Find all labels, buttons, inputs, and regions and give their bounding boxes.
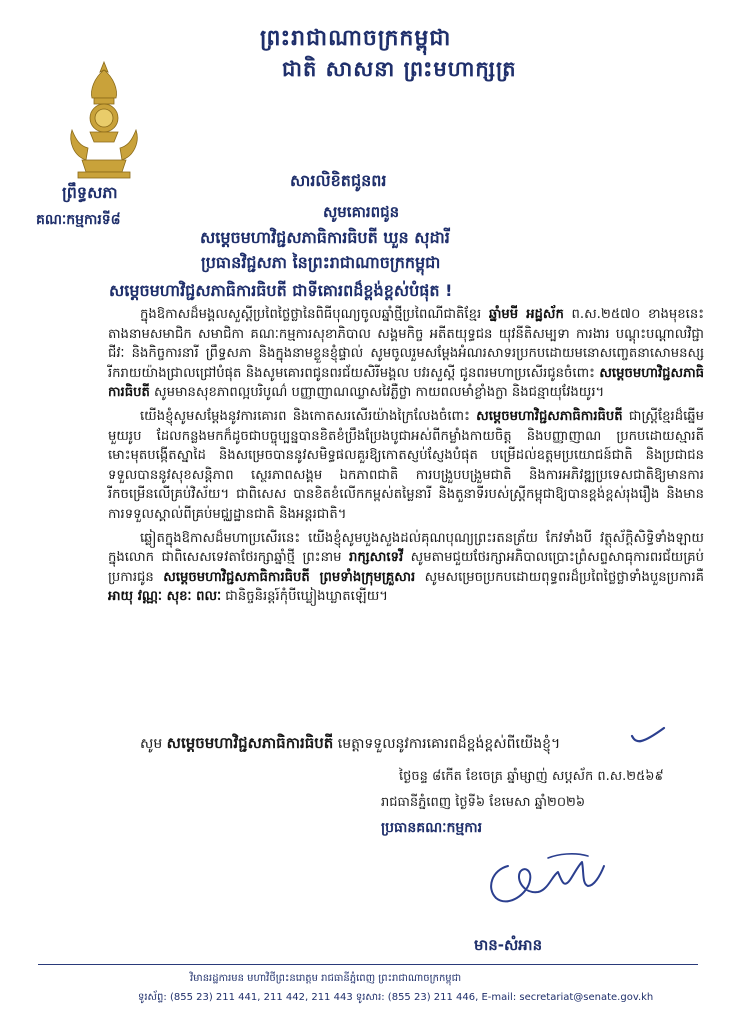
- senate-emblem-icon: [64, 60, 144, 180]
- emphasized-text: អាយុ វណ្ណៈ សុខៈ ពលៈ: [108, 589, 222, 605]
- salutation: សូមគោរពជូន: [323, 203, 400, 221]
- signer-name: មាន-សំអាន: [474, 936, 543, 954]
- footer-address: វិមានរដ្ឋការមន មហាវិថីព្រះនរោត្តម រាជធានីភ្នំពេញ ព្រះរាជាណាចក្រកម្ពុជា: [190, 973, 462, 984]
- committee-name: គណៈកម្មការទី៨: [36, 212, 121, 228]
- document-type: សារលិខិតជូនពរ: [290, 171, 387, 190]
- checkmark-stroke-icon: [628, 724, 668, 746]
- closing-prefix: សូម: [140, 736, 167, 752]
- footer-divider: [38, 964, 698, 965]
- national-motto: ជាតិ សាសនា ព្រះមហាក្សត្រ: [282, 57, 517, 81]
- emphasized-text: ឆ្នាំមមី អដ្ឋស័ក: [488, 307, 564, 322]
- body-paragraph: [108, 529, 704, 607]
- letter-body: [108, 305, 704, 611]
- solar-date: រាជធានីភ្នំពេញ ថ្ងៃទី៦ ខែមេសា ឆ្នាំ២០២៦: [381, 795, 586, 810]
- paragraph-text: ព.ស.២៥៧០ ខាងមុខនេះ តាងនាមសមាជិក សមាជិកា គណៈកម្មការសុខាភិបាល សង្គមកិច្ច អតីតយុទ្ធជន យុវនីតិសម្បទា ការងារ បណ្ដុះបណ្ដាលវិជ្ជាជីវៈ និងកិច្ចការនារី ព្រឹទ្ធសភា និងក្នុងនាមខ្លួនខ្ញុំផ្ទាល់ សូមចូលរួមសម្ដែងអំណរសាទរប្រកបដោយមនោសញ្ចេតនាសោមនស្សរីករាយយ៉ាងជ្រាលជ្រៅបំផុត និងសូមគោរពជូនពរជ័យសិរីមង្គល បវរសួស្ដី ជូនពរមហាប្រសើរជូនចំពោះ: [108, 307, 705, 381]
- paragraph-text: សូមមានសុខភាពល្អបរិបូណ៌ បញ្ញាញាណឈ្លាសវៃភ្លឺថ្លា កាយពលមាំខ្លាំងក្លា និងជន្មាយុវែងយូរ។: [149, 385, 605, 401]
- signer-title: ប្រធានគណៈកម្មការ: [381, 820, 483, 836]
- recipient-title: ប្រធានវិជ្ជសភា នៃព្រះរាជាណាចក្រកម្ពុជា: [201, 253, 441, 272]
- paragraph-text: យើងខ្ញុំសូមសម្ដែងនូវការគោរព និងកោតសរសើរយ៉ាងក្រៃលែងចំពោះ: [140, 408, 477, 424]
- paragraph-text: ឆ្លៀតក្នុងឱកាសដ៏មហាប្រសើរនេះ យើងខ្ញុំសូមបួងសួងដល់គុណបុណ្យព្រះរតនត្រ័យ កែវទាំងបី វត្ថុស័ក្ដិសិទ្ធិទាំងឡាយក្នុងលោក ជាពិសេសទេវតាថែរក្សាឆ្នាំថ្មី ព្រះនាម: [108, 530, 704, 566]
- emphasized-text: សម្ដេចមហាវិជ្ជសភាធិការធិបតី: [476, 408, 623, 424]
- lunar-date: ថ្ងៃចន្ទ ៨កើត ខែចេត្រ ឆ្នាំម្សាញ់ សប្តស័ក ព.ស.២៥៦៩: [399, 769, 664, 784]
- greeting-line: សម្ដេចមហាវិជ្ជសភាធិការធិបតី ជាទីគោរពដ៏ខ្ពង់ខ្ពស់បំផុត !: [109, 281, 453, 300]
- emphasized-text: រាក្សសាទេវី: [349, 550, 404, 566]
- emphasized-text: សម្ដេចមហាវិជ្ជសភាធិការធិបតី: [108, 365, 704, 401]
- emphasized-text: សម្ដេចមហាវិជ្ជសភាធិការធិបតី ព្រមទាំងក្រុមគ្រួសារ: [163, 569, 416, 585]
- paragraph-text: ជាស្ត្រីខ្មែរដ៏ឆ្នើមមួយរូប ដែលកន្លងមកក៏ដូចជាបច្ចុប្បន្នបានខិតខំប្រឹងប្រែងបូជាអស់ពីកម្លាំងកាយចិត្ត និងបញ្ញាញាណ ប្រកបដោយស្មារតីមោះមុតបង្កើតស្នាដៃ និងសម្រេចបាននូវសមិទ្ធផលគួរឱ្យកោតស្ញប់ស្ញែងបំផុត បម្រើដល់ឧត្ដមប្រយោជន៍ជាតិ និងប្រជាជន ទទួលបាននូវសុខសន្តិភាព ស្ថេរភាពសង្គម ឯកភាពជាតិ ការបង្រួបបង្រួមជាតិ និងការអភិវឌ្ឍប្រទេសជាតិឱ្យមានការរីកចម្រើនលើគ្រប់វិស័យ។ ជាពិសេស បានខិតខំលើកកម្ពស់តម្លៃនារី និងតួនាទីរបស់ស្ត្រីកម្ពុជាឱ្យបានខ្ពង់ខ្ពស់រុងរឿង និងមានការទទួលស្គាល់ពីគ្រប់មជ្ឈដ្ឋានជាតិ និងអន្តរជាតិ។: [108, 408, 704, 522]
- footer-contact: ទូរស័ព្ទ: (855 23) 211 441, 211 442, 211 443 ទូរសារ: (855 23) 211 446, E-mail: secretariat@senate.gov.kh: [138, 992, 654, 1003]
- recipient-name: សម្ដេចមហាវិជ្ជសភាធិការធិបតី ឃួន សុដារី: [200, 228, 450, 247]
- institution-name: ព្រឹទ្ធសភា: [62, 183, 118, 202]
- closing-line: [140, 734, 560, 756]
- paragraph-text: ក្នុងឱកាសដ៏មង្គលសួស្ដីប្រពៃថ្លៃថ្លានៃពិធីបុណ្យចូលឆ្នាំថ្មីប្រពៃណីជាតិខ្មែរ: [140, 307, 489, 322]
- kingdom-heading: ព្រះរាជាណាចក្រកម្ពុជា: [260, 26, 452, 51]
- handwritten-signature: [478, 836, 608, 916]
- closing-honorific: សម្ដេចមហាវិជ្ជសភាធិការធិបតី: [166, 734, 334, 752]
- body-paragraph: [108, 407, 704, 525]
- paragraph-text: ជានិច្ចនិរន្តរ៍កុំបីឃ្លៀងឃ្លាតឡើយ។: [221, 589, 388, 605]
- paragraph-text: សូមតាមជួយថែរក្សាអភិបាលប្រោះព្រំសព្ទសាធុការពរជ័យគ្រប់ប្រការជូន: [108, 550, 705, 585]
- closing-suffix: មេត្តាទទួលនូវការគោរពដ៏ខ្ពង់ខ្ពស់ពីយើងខ្ញុំ។: [333, 736, 561, 752]
- paragraph-text: សូមសម្រេចប្រកបដោយពុទ្ធពរដ៏ប្រពៃថ្លៃថ្លាទាំងបួនប្រការគឺ: [415, 569, 704, 585]
- body-paragraph: [108, 305, 704, 403]
